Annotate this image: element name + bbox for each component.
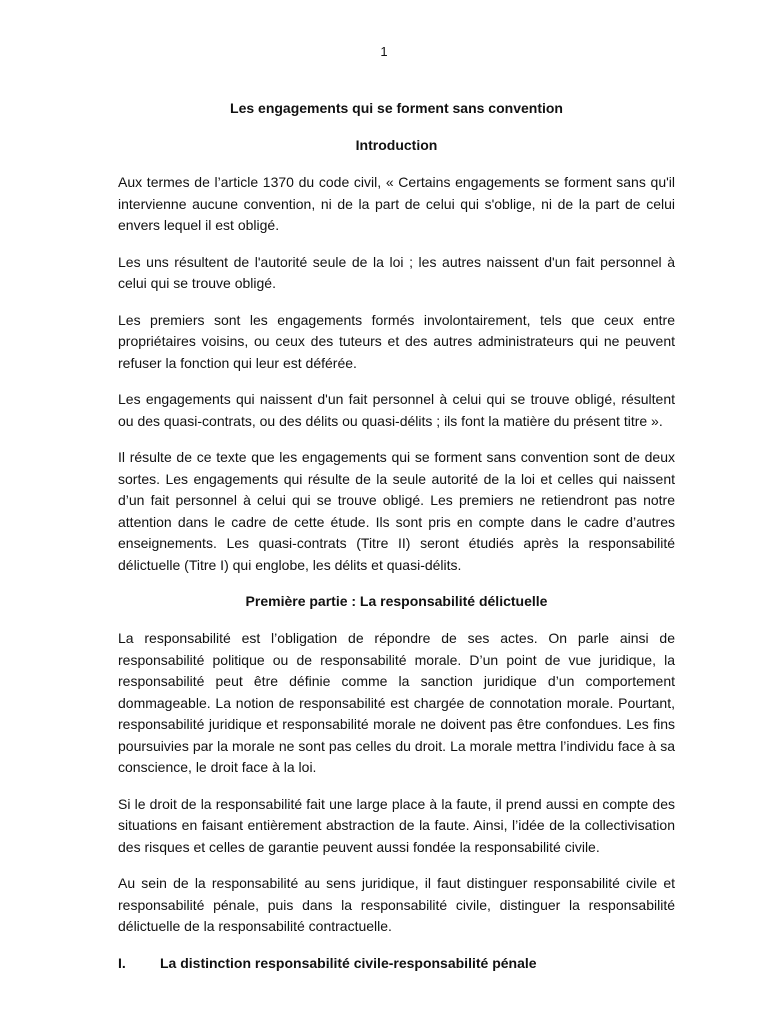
section-heading	[118, 953, 675, 974]
paragraph: Au sein de la responsabilité au sens juridique, il faut distinguer responsabilité civile et responsabilité pénale, puis dans la responsabilité civile, distinguer la responsabilité délictuelle de la responsabilité contractuelle.	[118, 875, 675, 934]
paragraph: La responsabilité est l’obligation de répondre de ses actes. On parle ainsi de responsabilité politique ou de responsabilité morale. D’un point de vue juridique, la responsabilité peut être définie comme la sanction juridique d’un comportement dommageable. La notion de responsabilité est chargée de connotation morale. Pourtant, responsabilité juridique et responsabilité morale ne doivent pas être confondues. Les fins poursuivies par la morale ne sont pas celles du droit. La morale mettra l’individu face à sa conscience, le droit face à la loi.	[118, 630, 675, 775]
paragraph: Aux termes de l’article 1370 du code civil, « Certains engagements se forment sans qu'il intervienne aucune convention, ni de la part de celui qui s'oblige, ni de la part de celui envers lequel il est obligé.	[118, 174, 675, 233]
section-title: La distinction responsabilité civile-responsabilité pénale	[160, 954, 537, 971]
part-heading: Première partie : La responsabilité délictuelle	[245, 593, 548, 609]
paragraph: Les engagements qui naissent d'un fait personnel à celui qui se trouve obligé, résultent ou des quasi-contrats, ou des délits ou quasi-délits ; ils font la matière du présent titre ».	[118, 391, 675, 429]
introduction-heading: Introduction	[355, 137, 438, 153]
document-body	[118, 98, 675, 974]
page-number: 1	[380, 44, 388, 59]
paragraph: Si le droit de la responsabilité fait une large place à la faute, il prend aussi en compte des situations en faisant entièrement abstraction de la faute. Ainsi, l’idée de la collectivisation des risques et celles de garantie peuvent aussi fondée la responsabilité civile.	[118, 795, 675, 855]
section-number: I.	[118, 954, 126, 971]
document-title: Les engagements qui se forment sans convention	[230, 100, 563, 116]
paragraph: Les uns résultent de l'autorité seule de la loi ; les autres naissent d'un fait personnel à celui qui se trouve obligé.	[118, 253, 675, 291]
paragraph: Les premiers sont les engagements formés involontairement, tels que ceux entre propriétaires voisins, ou ceux des tuteurs et des autres administrateurs qui ne peuvent refuser la fonction qui leur est déférée.	[118, 311, 675, 371]
paragraph: Il résulte de ce texte que les engagements qui se forment sans convention sont de deux sortes. Les engagements qui résulte de la seule autorité de la loi et celles qui naissent d’un fait personnel à celui qui se trouve obligé. Les premiers ne retiendront pas notre attention dans le cadre de cette étude. Ils sont pris en compte dans le cadre d’autres enseignements. Les quasi-contrats (Titre II) seront étudiés après la responsabilité délictuelle (Titre I) qui englobe, les délits et quasi-délits.	[118, 449, 675, 573]
